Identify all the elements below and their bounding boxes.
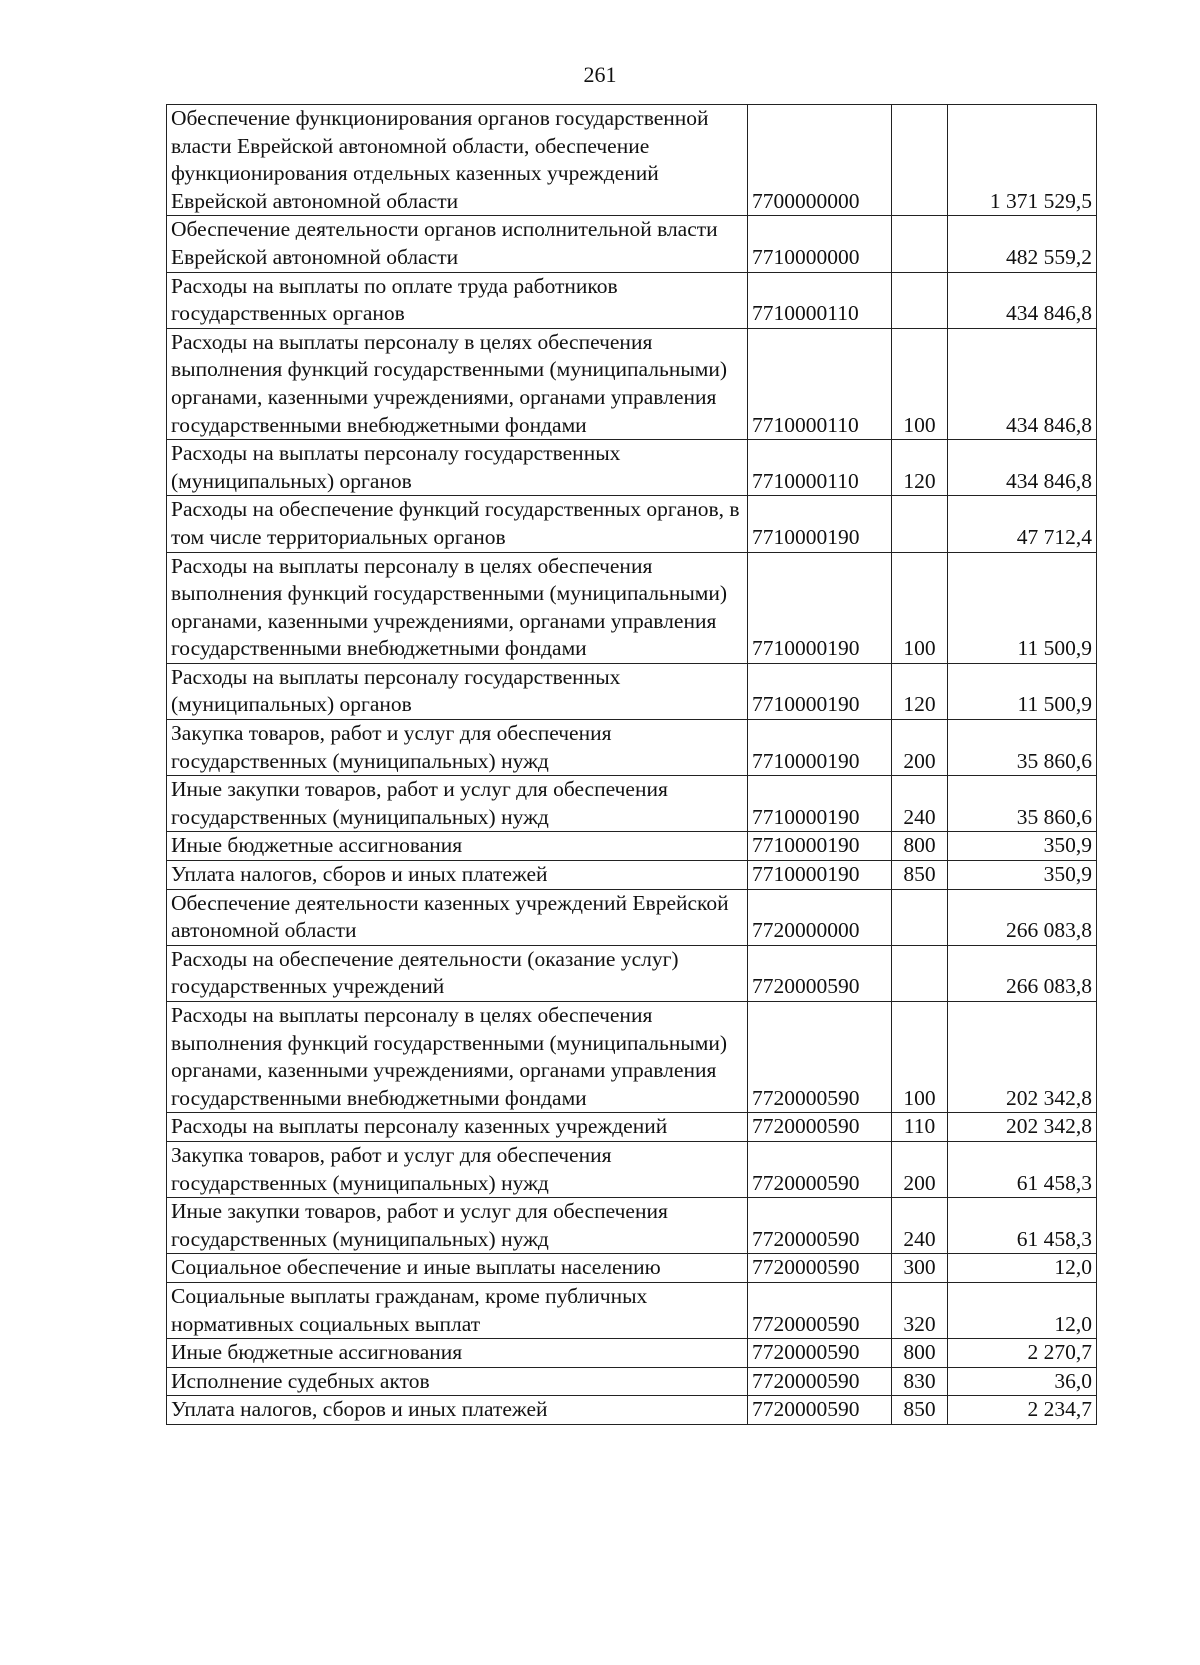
expense-type-code-cell: 120 — [892, 440, 948, 496]
target-article-code-cell: 7720000590 — [748, 1367, 892, 1396]
amount-cell: 1 371 529,5 — [948, 105, 1097, 216]
amount-cell: 61 458,3 — [948, 1198, 1097, 1254]
expense-name-cell: Закупка товаров, работ и услуг для обеспечения государственных (муниципальных) нужд — [167, 720, 748, 776]
expense-type-code-cell — [892, 496, 948, 552]
target-article-code-cell: 7720000590 — [748, 1282, 892, 1338]
amount-cell: 266 083,8 — [948, 889, 1097, 945]
amount-cell: 12,0 — [948, 1282, 1097, 1338]
expense-type-code-cell: 850 — [892, 861, 948, 890]
table-row — [167, 1282, 1097, 1338]
expense-name-cell: Расходы на обеспечение функций государственных органов, в том числе территориальных органов — [167, 496, 748, 552]
target-article-code-cell: 7710000190 — [748, 832, 892, 861]
expense-name-cell: Иные закупки товаров, работ и услуг для обеспечения государственных (муниципальных) нужд — [167, 1198, 748, 1254]
amount-cell: 35 860,6 — [948, 776, 1097, 832]
amount-cell: 202 342,8 — [948, 1002, 1097, 1113]
target-article-code-cell: 7710000190 — [748, 720, 892, 776]
amount-cell: 12,0 — [948, 1254, 1097, 1283]
expense-type-code-cell — [892, 889, 948, 945]
target-article-code-cell: 7720000590 — [748, 1254, 892, 1283]
table-row — [167, 720, 1097, 776]
page-number: 261 — [583, 62, 617, 87]
table-row — [167, 496, 1097, 552]
expense-type-code-cell: 800 — [892, 832, 948, 861]
table-row — [167, 1002, 1097, 1113]
table-row — [167, 1254, 1097, 1283]
expense-type-code-cell: 100 — [892, 328, 948, 439]
table-row — [167, 328, 1097, 439]
table-row — [167, 440, 1097, 496]
target-article-code-cell: 7710000000 — [748, 216, 892, 272]
target-article-code-cell: 7710000190 — [748, 663, 892, 719]
table-row — [167, 945, 1097, 1001]
expense-name-cell: Уплата налогов, сборов и иных платежей — [167, 861, 748, 890]
expense-type-code-cell: 300 — [892, 1254, 948, 1283]
expense-type-code-cell: 240 — [892, 776, 948, 832]
table-row — [167, 272, 1097, 328]
table-row — [167, 832, 1097, 861]
target-article-code-cell: 7710000110 — [748, 440, 892, 496]
target-article-code-cell: 7710000190 — [748, 776, 892, 832]
table-row — [167, 1141, 1097, 1197]
expense-name-cell: Расходы на выплаты персоналу в целях обеспечения выполнения функций государственными (муниципальными) органами, казенными учреждениями, органами управления государственными внебюджетными фондами — [167, 328, 748, 439]
table-row — [167, 1198, 1097, 1254]
target-article-code-cell: 7720000590 — [748, 1339, 892, 1368]
amount-cell: 47 712,4 — [948, 496, 1097, 552]
expense-name-cell: Расходы на выплаты персоналу казенных учреждений — [167, 1113, 748, 1142]
expense-name-cell: Уплата налогов, сборов и иных платежей — [167, 1396, 748, 1425]
expense-name-cell: Расходы на выплаты персоналу государственных (муниципальных) органов — [167, 440, 748, 496]
target-article-code-cell: 7710000190 — [748, 552, 892, 663]
amount-cell: 434 846,8 — [948, 272, 1097, 328]
expense-name-cell: Расходы на выплаты персоналу в целях обеспечения выполнения функций государственными (муниципальными) органами, казенными учреждениями, органами управления государственными внебюджетными фондами — [167, 552, 748, 663]
amount-cell: 36,0 — [948, 1367, 1097, 1396]
expense-name-cell: Расходы на выплаты персоналу государственных (муниципальных) органов — [167, 663, 748, 719]
expense-type-code-cell: 200 — [892, 720, 948, 776]
amount-cell: 11 500,9 — [948, 663, 1097, 719]
table-row — [167, 663, 1097, 719]
target-article-code-cell: 7720000590 — [748, 1198, 892, 1254]
target-article-code-cell: 7720000590 — [748, 1002, 892, 1113]
amount-cell: 482 559,2 — [948, 216, 1097, 272]
table-row — [167, 105, 1097, 216]
expense-type-code-cell: 120 — [892, 663, 948, 719]
target-article-code-cell: 7710000190 — [748, 861, 892, 890]
expense-name-cell: Расходы на выплаты персоналу в целях обеспечения выполнения функций государственными (муниципальными) органами, казенными учреждениями, органами управления государственными внебюджетными фондами — [167, 1002, 748, 1113]
expense-name-cell: Обеспечение деятельности органов исполнительной власти Еврейской автономной области — [167, 216, 748, 272]
target-article-code-cell: 7720000590 — [748, 1113, 892, 1142]
amount-cell: 11 500,9 — [948, 552, 1097, 663]
expense-name-cell: Расходы на обеспечение деятельности (оказание услуг) государственных учреждений — [167, 945, 748, 1001]
amount-cell: 61 458,3 — [948, 1141, 1097, 1197]
target-article-code-cell: 7720000590 — [748, 1141, 892, 1197]
amount-cell: 202 342,8 — [948, 1113, 1097, 1142]
target-article-code-cell: 7720000590 — [748, 945, 892, 1001]
expense-name-cell: Расходы на выплаты по оплате труда работников государственных органов — [167, 272, 748, 328]
table-row — [167, 1339, 1097, 1368]
target-article-code-cell: 7720000000 — [748, 889, 892, 945]
budget-table-body — [167, 105, 1097, 1425]
target-article-code-cell: 7710000190 — [748, 496, 892, 552]
table-row — [167, 889, 1097, 945]
expense-type-code-cell — [892, 105, 948, 216]
amount-cell: 266 083,8 — [948, 945, 1097, 1001]
expense-type-code-cell: 110 — [892, 1113, 948, 1142]
expense-name-cell: Социальное обеспечение и иные выплаты населению — [167, 1254, 748, 1283]
expense-type-code-cell: 800 — [892, 1339, 948, 1368]
expense-type-code-cell — [892, 272, 948, 328]
table-row — [167, 1113, 1097, 1142]
expense-type-code-cell: 100 — [892, 1002, 948, 1113]
amount-cell: 350,9 — [948, 832, 1097, 861]
expense-name-cell: Иные бюджетные ассигнования — [167, 832, 748, 861]
expense-type-code-cell: 850 — [892, 1396, 948, 1425]
amount-cell: 35 860,6 — [948, 720, 1097, 776]
expense-type-code-cell: 830 — [892, 1367, 948, 1396]
amount-cell: 434 846,8 — [948, 440, 1097, 496]
amount-cell: 2 234,7 — [948, 1396, 1097, 1425]
expense-type-code-cell: 200 — [892, 1141, 948, 1197]
target-article-code-cell: 7710000110 — [748, 328, 892, 439]
table-row — [167, 552, 1097, 663]
target-article-code-cell: 7720000590 — [748, 1396, 892, 1425]
table-row — [167, 1396, 1097, 1425]
table-row — [167, 776, 1097, 832]
expense-type-code-cell — [892, 216, 948, 272]
table-row — [167, 1367, 1097, 1396]
table-row — [167, 216, 1097, 272]
target-article-code-cell: 7700000000 — [748, 105, 892, 216]
expense-name-cell: Иные бюджетные ассигнования — [167, 1339, 748, 1368]
expense-name-cell: Социальные выплаты гражданам, кроме публичных нормативных социальных выплат — [167, 1282, 748, 1338]
expense-name-cell: Обеспечение деятельности казенных учреждений Еврейской автономной области — [167, 889, 748, 945]
expense-type-code-cell: 240 — [892, 1198, 948, 1254]
amount-cell: 350,9 — [948, 861, 1097, 890]
expense-type-code-cell: 100 — [892, 552, 948, 663]
expense-name-cell: Закупка товаров, работ и услуг для обеспечения государственных (муниципальных) нужд — [167, 1141, 748, 1197]
amount-cell: 434 846,8 — [948, 328, 1097, 439]
amount-cell: 2 270,7 — [948, 1339, 1097, 1368]
budget-table — [166, 104, 1097, 1425]
target-article-code-cell: 7710000110 — [748, 272, 892, 328]
expense-name-cell: Обеспечение функционирования органов государственной власти Еврейской автономной области, обеспечение функционирования отдельных казенных учреждений Еврейской автономной области — [167, 105, 748, 216]
expense-name-cell: Исполнение судебных актов — [167, 1367, 748, 1396]
table-row — [167, 861, 1097, 890]
expense-type-code-cell — [892, 945, 948, 1001]
expense-type-code-cell: 320 — [892, 1282, 948, 1338]
expense-name-cell: Иные закупки товаров, работ и услуг для обеспечения государственных (муниципальных) нужд — [167, 776, 748, 832]
